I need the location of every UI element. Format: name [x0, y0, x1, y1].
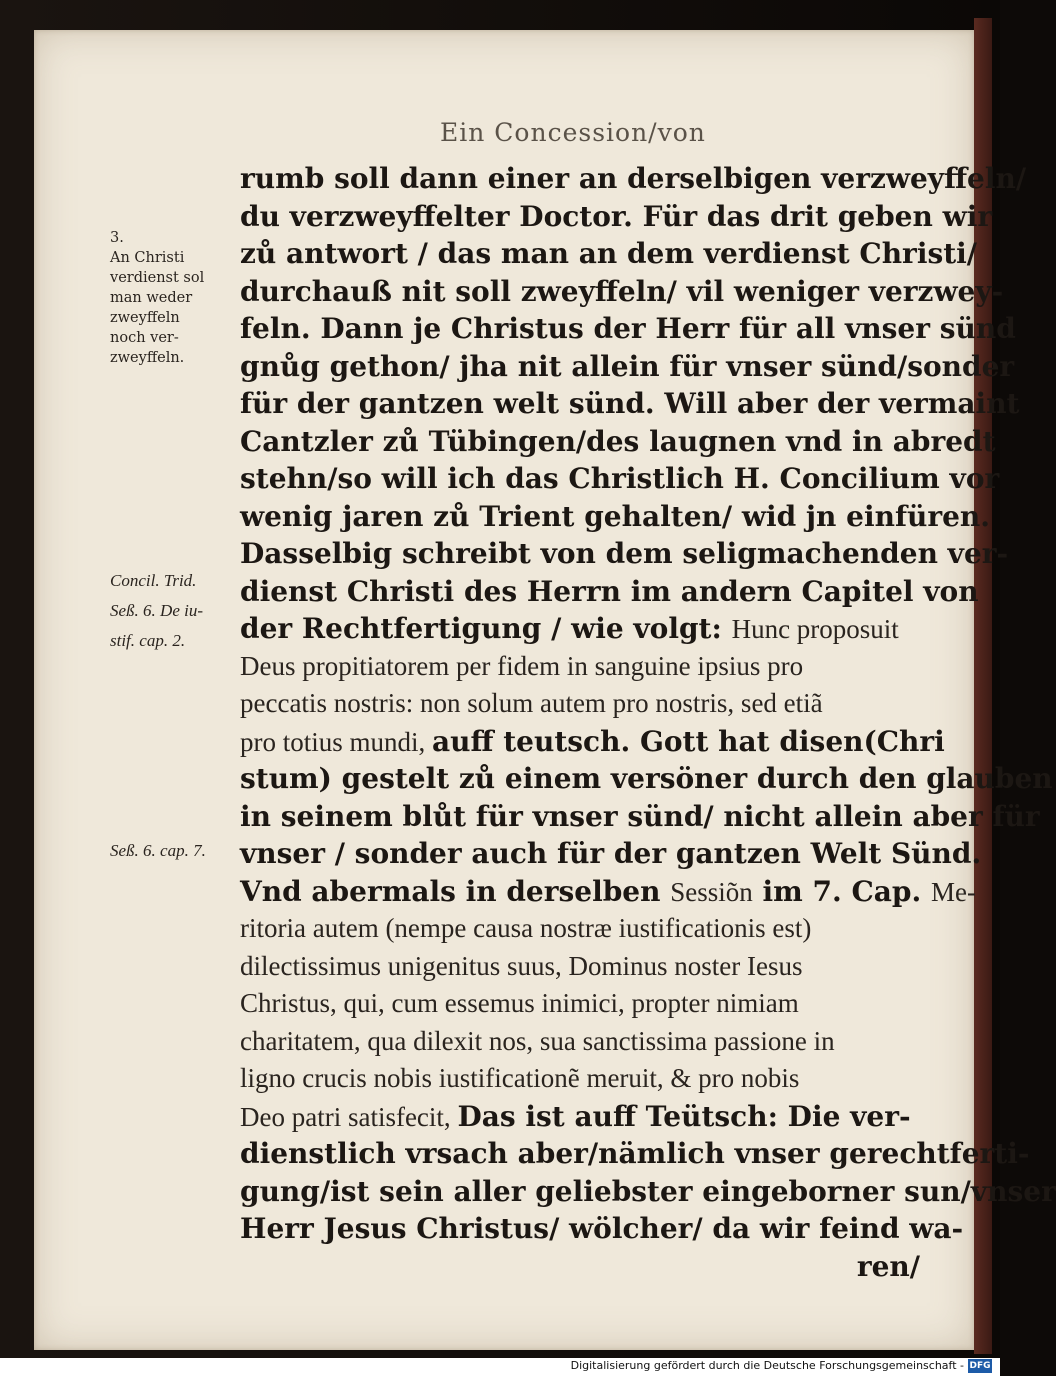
margin-note-line: verdienst sol — [110, 270, 205, 286]
text-line — [240, 498, 991, 536]
text-line — [240, 835, 982, 873]
text-line — [240, 235, 978, 273]
text-line — [240, 985, 920, 1023]
text-line — [240, 610, 920, 648]
text-line — [240, 760, 1053, 798]
gothic-text: rumb soll dann einer an derselbigen verzweyffeln/ — [240, 162, 1027, 195]
latin-text: Christus, qui, cum essemus inimici, propter nimiam — [240, 988, 799, 1018]
text-line — [240, 723, 945, 761]
margin-note-line: Seß. 6. cap. 7. — [110, 841, 206, 860]
gothic-text: gnůg gethon/ jha nit allein für vnser sünd/sonder — [240, 349, 1015, 383]
gothic-text: du verzweyffelter Doctor. Für das drit geben wir — [240, 199, 993, 233]
margin-note-line: Concil. Trid. — [110, 571, 197, 590]
text-line — [240, 273, 1004, 311]
text-line — [240, 198, 993, 236]
gothic-text: dienst Christi des Herrn im andern Capitel von — [240, 574, 979, 608]
running-head: Ein Concession/von — [440, 118, 706, 147]
text-line — [240, 160, 1027, 198]
latin-text: peccatis nostris: non solum autem pro nostris, sed etiã — [240, 688, 823, 718]
gothic-text: ren/ — [856, 1249, 920, 1283]
gothic-text: Cantzler zů Tübingen/des laugnen vnd in abredt — [240, 424, 996, 458]
text-line — [240, 385, 1020, 423]
margin-note-christi-verdienst — [110, 228, 238, 368]
body-text — [240, 160, 1056, 1285]
text-line — [240, 685, 920, 723]
text-line — [240, 1210, 964, 1248]
gothic-text: stum) gestelt zů einem versöner durch den glauben — [240, 762, 1053, 795]
margin-note-line: 3. — [110, 230, 124, 246]
gothic-text: wenig jaren zů Trient gehalten/ wid jn einfüren. — [240, 499, 991, 533]
latin-text: ritoria autem (nempe causa nostræ iustificationis est) — [240, 913, 812, 943]
gothic-text: stehn/so will ich das Christlich H. Concilium vor — [240, 462, 1000, 495]
latin-text: Deo patri satisfecit, — [240, 1101, 458, 1132]
gothic-text: Vnd abermals in derselben — [240, 874, 671, 908]
margin-note-line: zweyffeln. — [110, 350, 185, 366]
text-line — [240, 948, 920, 986]
gothic-text: Dasselbig schreibt von dem seligmachenden ver- — [240, 537, 1009, 570]
text-line — [240, 460, 1000, 498]
text-line — [240, 423, 996, 461]
dfg-logo: DFG — [969, 1361, 991, 1371]
gothic-text: gung/ist sein aller geliebster eingeborner sun/vnser — [240, 1174, 1056, 1208]
gothic-text: Herr Jesus Christus/ wölcher/ da wir feind wa- — [240, 1212, 964, 1245]
footer-credit: Digitalisierung gefördert durch die Deutsche Forschungsgemeinschaft - — [570, 1359, 964, 1372]
text-line — [240, 348, 1015, 386]
margin-note-concil-trid — [110, 566, 238, 656]
text-line — [240, 1173, 1056, 1211]
latin-text: Deus propitiatorem per fidem in sanguine ipsius pro — [240, 650, 804, 681]
text-line — [240, 1098, 920, 1136]
text-line — [240, 798, 1040, 836]
margin-note-line: zweyffeln — [110, 310, 180, 326]
margin-note-line: Seß. 6. De iu- — [110, 601, 204, 620]
gothic-text: auff teutsch. Gott hat disen(Chri — [432, 724, 945, 758]
text-line — [240, 1023, 920, 1061]
text-line — [240, 648, 920, 686]
gothic-text: durchauß nit soll zweyffeln/ vil weniger verzwey- — [240, 274, 1004, 308]
gothic-text: der Rechtfertigung / wie volgt: — [240, 612, 732, 645]
margin-note-line: man weder — [110, 290, 193, 306]
gothic-text: Das ist auff Teütsch: Die ver- — [457, 1099, 911, 1133]
latin-text: Hunc proposuit — [731, 614, 899, 644]
margin-note-line: An Christi — [110, 250, 185, 266]
latin-text: pro totius mundi, — [240, 726, 433, 757]
latin-text: ligno crucis nobis iustificationẽ meruit, & pro nobis — [240, 1063, 800, 1093]
gothic-text: vnser / sonder auch für der gantzen Welt Sünd. — [240, 837, 982, 870]
text-line — [240, 573, 979, 611]
latin-text: Sessiõn — [670, 876, 753, 907]
text-line — [240, 1248, 920, 1286]
text-line — [240, 910, 920, 948]
latin-text: dilectissimus unigenitus suus, Dominus noster Iesus — [240, 950, 803, 981]
text-line — [240, 1135, 1030, 1173]
gothic-text: feln. Dann je Christus der Herr für all vnser sünd — [240, 312, 1016, 345]
latin-text: Me- — [931, 876, 976, 907]
gothic-text: dienstlich vrsach aber/nämlich vnser gerechtferti- — [240, 1137, 1030, 1170]
gothic-text: im 7. Cap. — [752, 874, 931, 908]
text-line — [240, 873, 976, 911]
margin-note-sess-6-cap-7 — [110, 836, 238, 866]
gothic-text: für der gantzen welt sünd. Will aber der vermaint — [240, 387, 1020, 420]
margin-note-line: stif. cap. 2. — [110, 631, 186, 650]
text-line — [240, 310, 1016, 348]
text-line — [240, 1060, 920, 1098]
latin-text: charitatem, qua dilexit nos, sua sanctissima passione in — [240, 1025, 835, 1056]
gothic-text: zů antwort / das man an dem verdienst Christi/ — [240, 237, 978, 270]
margin-note-line: noch ver- — [110, 330, 179, 346]
gothic-text: in seinem blůt für vnser sünd/ nicht allein aber für — [240, 799, 1040, 833]
text-line — [240, 535, 1009, 573]
